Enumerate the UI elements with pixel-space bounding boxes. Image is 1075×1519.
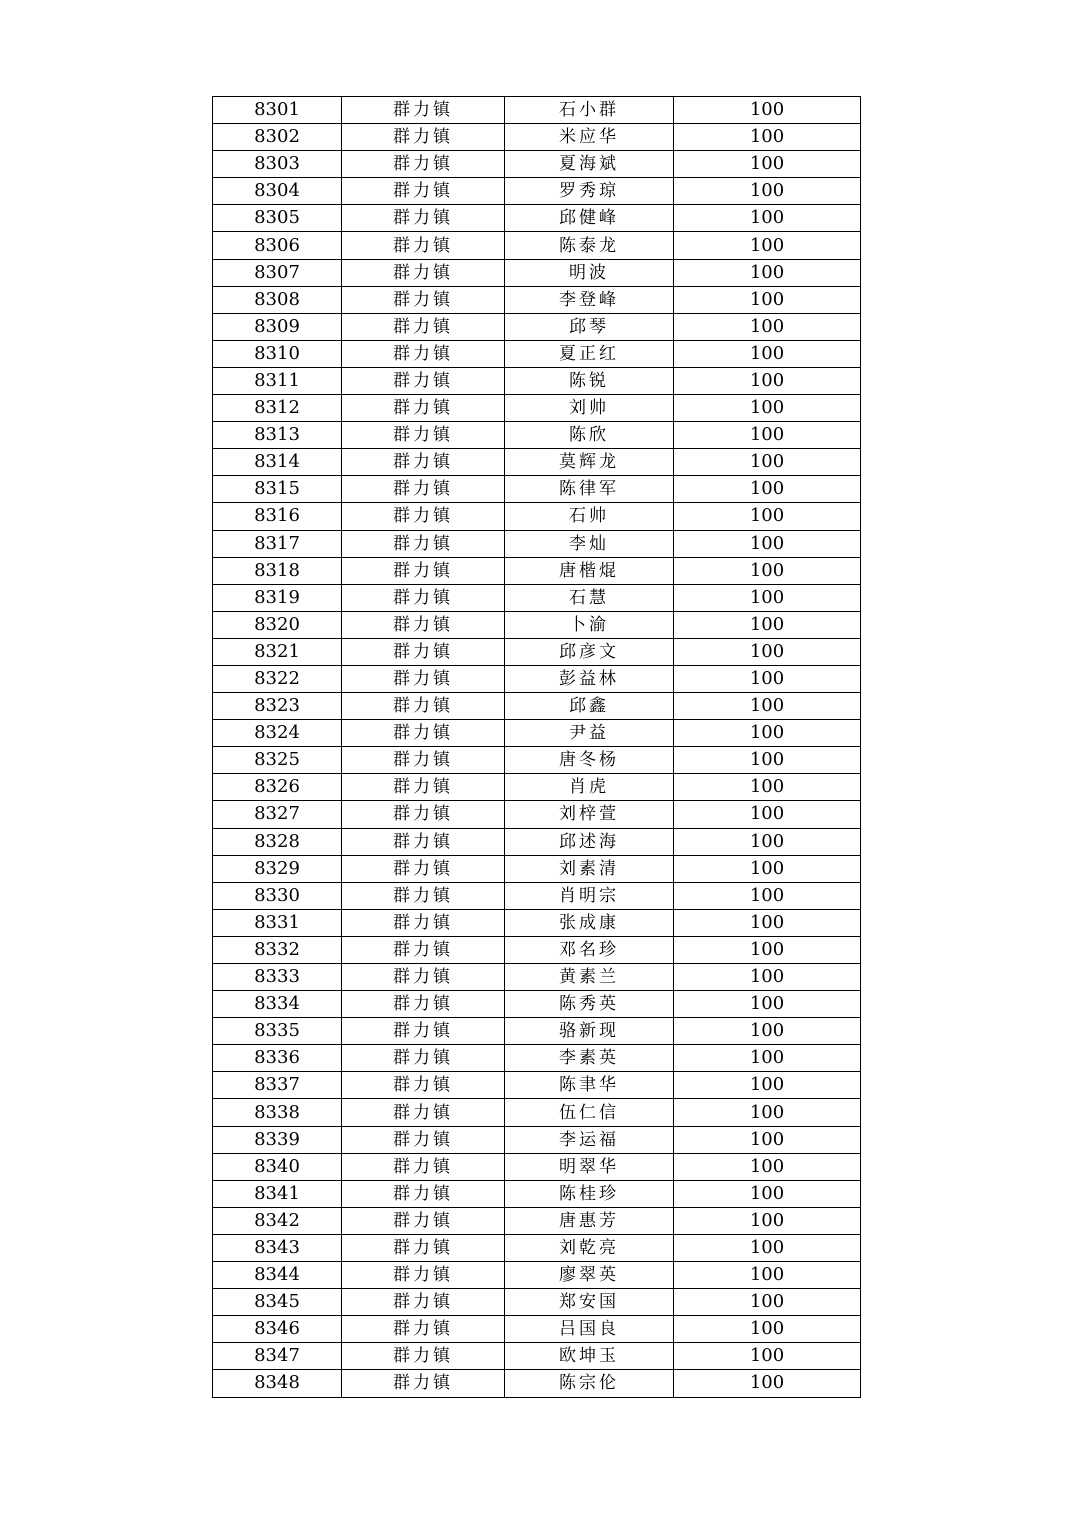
amount-cell: 100: [674, 340, 861, 367]
table-row: [213, 1126, 861, 1153]
serial-number-cell: 8340: [213, 1153, 342, 1180]
roster-table: [212, 96, 861, 1398]
name-cell: 陈宗伦: [505, 1370, 674, 1397]
amount-cell: 100: [674, 693, 861, 720]
amount-cell: 100: [674, 936, 861, 963]
table-row: [213, 178, 861, 205]
name-cell: 李灿: [505, 530, 674, 557]
serial-number-cell: 8337: [213, 1072, 342, 1099]
name-cell: 张成康: [505, 909, 674, 936]
name-cell: 肖明宗: [505, 882, 674, 909]
table-row: [213, 964, 861, 991]
amount-cell: 100: [674, 882, 861, 909]
amount-cell: 100: [674, 205, 861, 232]
town-cell: 群力镇: [342, 340, 505, 367]
table-row: [213, 1343, 861, 1370]
table-row: [213, 855, 861, 882]
town-cell: 群力镇: [342, 449, 505, 476]
table-row: [213, 1072, 861, 1099]
amount-cell: 100: [674, 313, 861, 340]
amount-cell: 100: [674, 1126, 861, 1153]
amount-cell: 100: [674, 1316, 861, 1343]
amount-cell: 100: [674, 476, 861, 503]
amount-cell: 100: [674, 151, 861, 178]
town-cell: 群力镇: [342, 693, 505, 720]
amount-cell: 100: [674, 259, 861, 286]
serial-number-cell: 8338: [213, 1099, 342, 1126]
amount-cell: 100: [674, 1289, 861, 1316]
table-row: [213, 1018, 861, 1045]
amount-cell: 100: [674, 530, 861, 557]
amount-cell: 100: [674, 367, 861, 394]
name-cell: 陈秀英: [505, 991, 674, 1018]
town-cell: 群力镇: [342, 395, 505, 422]
amount-cell: 100: [674, 1180, 861, 1207]
town-cell: 群力镇: [342, 286, 505, 313]
table-row: [213, 205, 861, 232]
town-cell: 群力镇: [342, 584, 505, 611]
amount-cell: 100: [674, 1045, 861, 1072]
table-row: [213, 1370, 861, 1397]
amount-cell: 100: [674, 1370, 861, 1397]
table-row: [213, 313, 861, 340]
amount-cell: 100: [674, 1343, 861, 1370]
amount-cell: 100: [674, 557, 861, 584]
name-cell: 邱鑫: [505, 693, 674, 720]
serial-number-cell: 8330: [213, 882, 342, 909]
table-row: [213, 259, 861, 286]
name-cell: 刘乾亮: [505, 1234, 674, 1261]
serial-number-cell: 8328: [213, 828, 342, 855]
table-row: [213, 720, 861, 747]
town-cell: 群力镇: [342, 964, 505, 991]
town-cell: 群力镇: [342, 259, 505, 286]
serial-number-cell: 8311: [213, 367, 342, 394]
serial-number-cell: 8320: [213, 611, 342, 638]
town-cell: 群力镇: [342, 882, 505, 909]
table-row: [213, 882, 861, 909]
town-cell: 群力镇: [342, 909, 505, 936]
name-cell: 吕国良: [505, 1316, 674, 1343]
name-cell: 邱琴: [505, 313, 674, 340]
serial-number-cell: 8331: [213, 909, 342, 936]
town-cell: 群力镇: [342, 1153, 505, 1180]
amount-cell: 100: [674, 909, 861, 936]
amount-cell: 100: [674, 611, 861, 638]
table-row: [213, 286, 861, 313]
town-cell: 群力镇: [342, 232, 505, 259]
town-cell: 群力镇: [342, 1370, 505, 1397]
table-row: [213, 936, 861, 963]
name-cell: 唐惠芳: [505, 1207, 674, 1234]
serial-number-cell: 8303: [213, 151, 342, 178]
town-cell: 群力镇: [342, 1234, 505, 1261]
serial-number-cell: 8326: [213, 774, 342, 801]
table-row: [213, 774, 861, 801]
name-cell: 石帅: [505, 503, 674, 530]
amount-cell: 100: [674, 828, 861, 855]
amount-cell: 100: [674, 1153, 861, 1180]
name-cell: 石慧: [505, 584, 674, 611]
town-cell: 群力镇: [342, 530, 505, 557]
table-row: [213, 476, 861, 503]
name-cell: 罗秀琼: [505, 178, 674, 205]
serial-number-cell: 8336: [213, 1045, 342, 1072]
amount-cell: 100: [674, 801, 861, 828]
table-row: [213, 449, 861, 476]
serial-number-cell: 8323: [213, 693, 342, 720]
name-cell: 夏正红: [505, 340, 674, 367]
serial-number-cell: 8317: [213, 530, 342, 557]
town-cell: 群力镇: [342, 747, 505, 774]
table-row: [213, 909, 861, 936]
town-cell: 群力镇: [342, 1072, 505, 1099]
serial-number-cell: 8307: [213, 259, 342, 286]
town-cell: 群力镇: [342, 1180, 505, 1207]
amount-cell: 100: [674, 665, 861, 692]
town-cell: 群力镇: [342, 1343, 505, 1370]
town-cell: 群力镇: [342, 476, 505, 503]
serial-number-cell: 8316: [213, 503, 342, 530]
town-cell: 群力镇: [342, 936, 505, 963]
serial-number-cell: 8301: [213, 97, 342, 124]
serial-number-cell: 8343: [213, 1234, 342, 1261]
name-cell: 刘帅: [505, 395, 674, 422]
town-cell: 群力镇: [342, 557, 505, 584]
amount-cell: 100: [674, 747, 861, 774]
town-cell: 群力镇: [342, 151, 505, 178]
name-cell: 夏海斌: [505, 151, 674, 178]
serial-number-cell: 8313: [213, 422, 342, 449]
town-cell: 群力镇: [342, 665, 505, 692]
name-cell: 唐楷焜: [505, 557, 674, 584]
name-cell: 刘素清: [505, 855, 674, 882]
serial-number-cell: 8345: [213, 1289, 342, 1316]
name-cell: 刘梓萱: [505, 801, 674, 828]
amount-cell: 100: [674, 1262, 861, 1289]
table-row: [213, 395, 861, 422]
serial-number-cell: 8342: [213, 1207, 342, 1234]
table-row: [213, 665, 861, 692]
amount-cell: 100: [674, 395, 861, 422]
amount-cell: 100: [674, 1207, 861, 1234]
table-row: [213, 124, 861, 151]
table-row: [213, 693, 861, 720]
town-cell: 群力镇: [342, 774, 505, 801]
name-cell: 邱彦文: [505, 638, 674, 665]
serial-number-cell: 8319: [213, 584, 342, 611]
serial-number-cell: 8334: [213, 991, 342, 1018]
town-cell: 群力镇: [342, 855, 505, 882]
name-cell: 伍仁信: [505, 1099, 674, 1126]
amount-cell: 100: [674, 503, 861, 530]
amount-cell: 100: [674, 449, 861, 476]
amount-cell: 100: [674, 855, 861, 882]
serial-number-cell: 8306: [213, 232, 342, 259]
name-cell: 李素英: [505, 1045, 674, 1072]
table-row: [213, 1045, 861, 1072]
name-cell: 欧坤玉: [505, 1343, 674, 1370]
name-cell: 米应华: [505, 124, 674, 151]
town-cell: 群力镇: [342, 1045, 505, 1072]
table-row: [213, 1153, 861, 1180]
serial-number-cell: 8347: [213, 1343, 342, 1370]
table-row: [213, 828, 861, 855]
amount-cell: 100: [674, 286, 861, 313]
table-row: [213, 367, 861, 394]
name-cell: 邱述海: [505, 828, 674, 855]
amount-cell: 100: [674, 1099, 861, 1126]
amount-cell: 100: [674, 178, 861, 205]
amount-cell: 100: [674, 1072, 861, 1099]
serial-number-cell: 8322: [213, 665, 342, 692]
serial-number-cell: 8308: [213, 286, 342, 313]
table-row: [213, 1207, 861, 1234]
table-row: [213, 991, 861, 1018]
serial-number-cell: 8321: [213, 638, 342, 665]
serial-number-cell: 8324: [213, 720, 342, 747]
table-row: [213, 1099, 861, 1126]
name-cell: 李登峰: [505, 286, 674, 313]
serial-number-cell: 8339: [213, 1126, 342, 1153]
town-cell: 群力镇: [342, 828, 505, 855]
town-cell: 群力镇: [342, 503, 505, 530]
name-cell: 明翠华: [505, 1153, 674, 1180]
name-cell: 郑安国: [505, 1289, 674, 1316]
table-row: [213, 557, 861, 584]
town-cell: 群力镇: [342, 801, 505, 828]
table-row: [213, 530, 861, 557]
serial-number-cell: 8346: [213, 1316, 342, 1343]
town-cell: 群力镇: [342, 1289, 505, 1316]
name-cell: 石小群: [505, 97, 674, 124]
town-cell: 群力镇: [342, 720, 505, 747]
table-row: [213, 638, 861, 665]
town-cell: 群力镇: [342, 1207, 505, 1234]
name-cell: 邱健峰: [505, 205, 674, 232]
name-cell: 骆新现: [505, 1018, 674, 1045]
name-cell: 卜渝: [505, 611, 674, 638]
name-cell: 陈聿华: [505, 1072, 674, 1099]
serial-number-cell: 8314: [213, 449, 342, 476]
roster-table-body: [213, 97, 861, 1398]
amount-cell: 100: [674, 422, 861, 449]
name-cell: 陈锐: [505, 367, 674, 394]
amount-cell: 100: [674, 232, 861, 259]
serial-number-cell: 8332: [213, 936, 342, 963]
town-cell: 群力镇: [342, 422, 505, 449]
serial-number-cell: 8302: [213, 124, 342, 151]
table-row: [213, 1180, 861, 1207]
town-cell: 群力镇: [342, 1126, 505, 1153]
name-cell: 陈律军: [505, 476, 674, 503]
town-cell: 群力镇: [342, 97, 505, 124]
name-cell: 尹益: [505, 720, 674, 747]
name-cell: 彭益林: [505, 665, 674, 692]
table-row: [213, 340, 861, 367]
town-cell: 群力镇: [342, 178, 505, 205]
name-cell: 肖虎: [505, 774, 674, 801]
table-row: [213, 503, 861, 530]
serial-number-cell: 8312: [213, 395, 342, 422]
name-cell: 陈桂珍: [505, 1180, 674, 1207]
serial-number-cell: 8315: [213, 476, 342, 503]
name-cell: 明波: [505, 259, 674, 286]
serial-number-cell: 8333: [213, 964, 342, 991]
amount-cell: 100: [674, 720, 861, 747]
table-row: [213, 611, 861, 638]
table-row: [213, 1262, 861, 1289]
serial-number-cell: 8309: [213, 313, 342, 340]
name-cell: 邓名珍: [505, 936, 674, 963]
serial-number-cell: 8344: [213, 1262, 342, 1289]
table-row: [213, 584, 861, 611]
serial-number-cell: 8318: [213, 557, 342, 584]
amount-cell: 100: [674, 1018, 861, 1045]
amount-cell: 100: [674, 97, 861, 124]
table-row: [213, 747, 861, 774]
amount-cell: 100: [674, 638, 861, 665]
table-row: [213, 422, 861, 449]
amount-cell: 100: [674, 124, 861, 151]
amount-cell: 100: [674, 1234, 861, 1261]
serial-number-cell: 8304: [213, 178, 342, 205]
amount-cell: 100: [674, 584, 861, 611]
town-cell: 群力镇: [342, 205, 505, 232]
serial-number-cell: 8325: [213, 747, 342, 774]
town-cell: 群力镇: [342, 367, 505, 394]
serial-number-cell: 8327: [213, 801, 342, 828]
name-cell: 陈欣: [505, 422, 674, 449]
table-row: [213, 151, 861, 178]
town-cell: 群力镇: [342, 1018, 505, 1045]
amount-cell: 100: [674, 774, 861, 801]
town-cell: 群力镇: [342, 313, 505, 340]
serial-number-cell: 8335: [213, 1018, 342, 1045]
town-cell: 群力镇: [342, 1099, 505, 1126]
name-cell: 陈泰龙: [505, 232, 674, 259]
name-cell: 唐冬杨: [505, 747, 674, 774]
town-cell: 群力镇: [342, 1262, 505, 1289]
town-cell: 群力镇: [342, 638, 505, 665]
name-cell: 李运福: [505, 1126, 674, 1153]
table-row: [213, 1316, 861, 1343]
serial-number-cell: 8305: [213, 205, 342, 232]
town-cell: 群力镇: [342, 1316, 505, 1343]
table-row: [213, 801, 861, 828]
town-cell: 群力镇: [342, 611, 505, 638]
table-row: [213, 1289, 861, 1316]
serial-number-cell: 8341: [213, 1180, 342, 1207]
name-cell: 黄素兰: [505, 964, 674, 991]
serial-number-cell: 8348: [213, 1370, 342, 1397]
town-cell: 群力镇: [342, 991, 505, 1018]
serial-number-cell: 8329: [213, 855, 342, 882]
table-row: [213, 97, 861, 124]
table-row: [213, 232, 861, 259]
serial-number-cell: 8310: [213, 340, 342, 367]
name-cell: 莫辉龙: [505, 449, 674, 476]
amount-cell: 100: [674, 964, 861, 991]
town-cell: 群力镇: [342, 124, 505, 151]
table-row: [213, 1234, 861, 1261]
name-cell: 廖翠英: [505, 1262, 674, 1289]
amount-cell: 100: [674, 991, 861, 1018]
